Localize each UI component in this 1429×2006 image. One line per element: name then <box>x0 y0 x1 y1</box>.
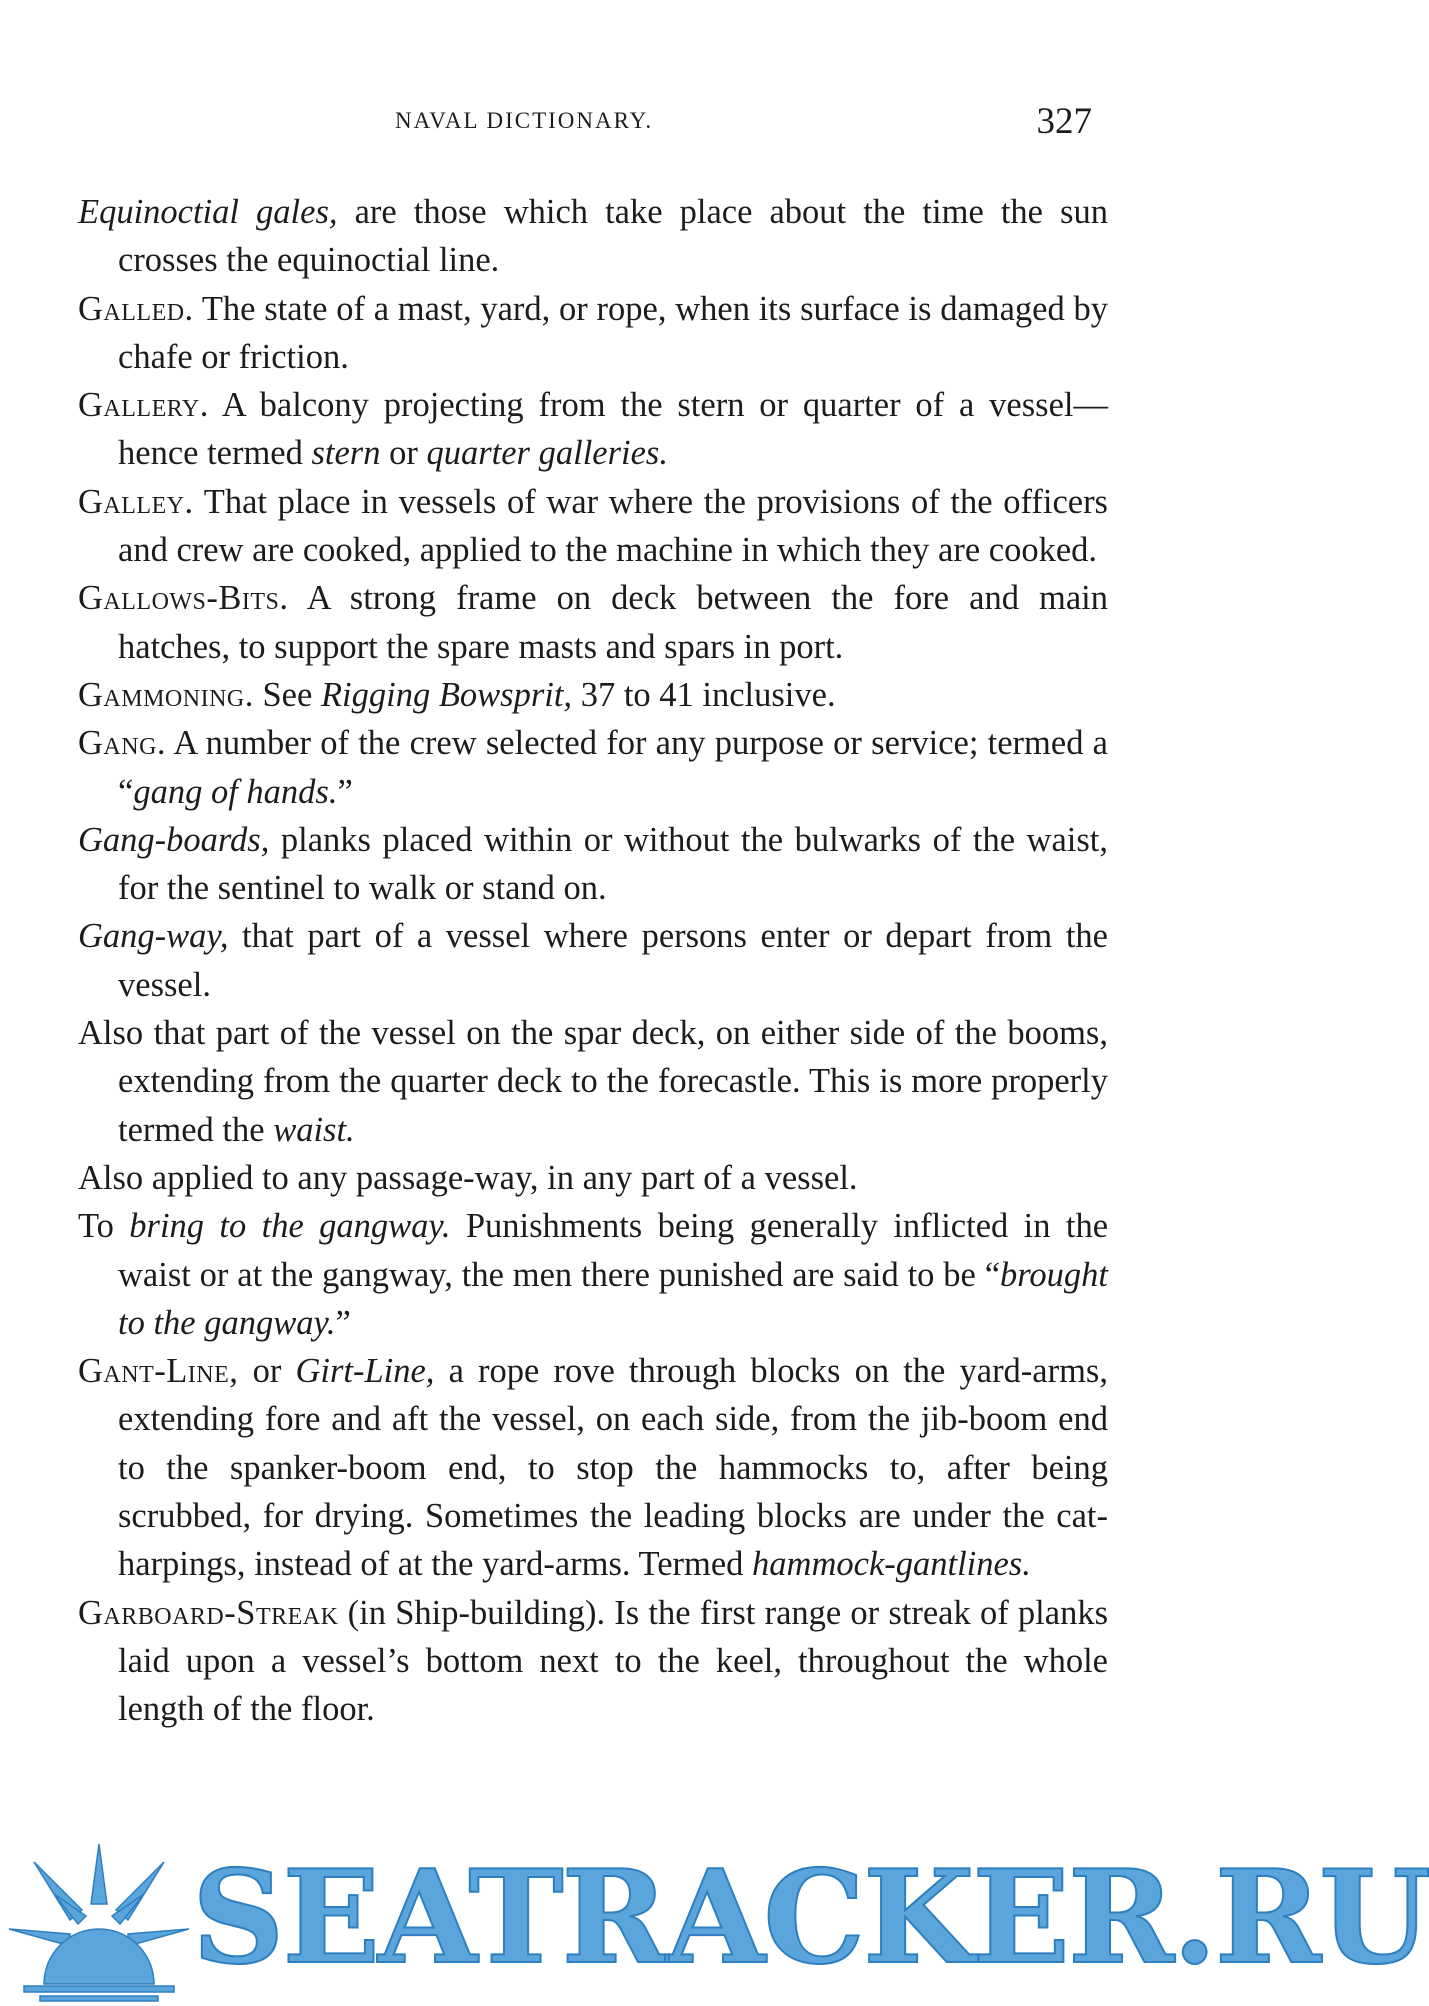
entry-italic-text: Gang-way, <box>78 917 229 956</box>
entry-headword: Gant-Line, <box>78 1352 239 1391</box>
entry-text: that part of a vessel where persons enter or depart from the vessel. <box>118 917 1108 1004</box>
entry-italic-text: bring to the gangway. <box>129 1207 451 1246</box>
dictionary-entry <box>78 1154 1108 1202</box>
entry-italic-text: hammock-gantlines. <box>752 1545 1031 1584</box>
entry-text: Punishments being generally inflicted in the waist or at the gangway, the men there punished are said to be “ <box>118 1207 1109 1294</box>
entry-headword: Gallows-Bits. <box>78 579 289 618</box>
entry-italic-text: waist. <box>273 1110 355 1149</box>
dictionary-entry <box>78 478 1108 575</box>
dictionary-entry <box>78 1589 1108 1734</box>
entry-headword: Garboard-Streak <box>78 1593 339 1632</box>
entry-text: or <box>238 1352 296 1391</box>
entry-headword: Gammoning. <box>78 675 254 714</box>
entry-text: (in Ship-building). Is the first range or streak of planks laid upon a vessel’s bottom next to the keel, throughout the whole length of the floor. <box>118 1593 1108 1729</box>
entry-text: planks placed within or without the bulwarks of the waist, for the sentinel to walk or stand on. <box>118 820 1108 908</box>
entry-text: a rope rove through blocks on the yard-arms, extending fore and aft the vessel, on each side, from the jib-boom end to the spanker-boom end, to stop the hammocks to, after being scrubbed, for drying. Sometimes the leading blocks are under the cat-harpings, instead of at the yard-arms. Termed <box>118 1352 1108 1584</box>
dictionary-entry <box>78 719 1108 816</box>
entry-text: are those which take place about the time the sun crosses the equinoctial line. <box>118 193 1108 280</box>
entry-text: Also applied to any passage-way, in any part of a vessel. <box>78 1158 858 1197</box>
sun-icon <box>4 1834 194 2004</box>
dictionary-entry <box>78 1009 1108 1154</box>
entry-text: See <box>253 675 321 714</box>
watermark-text: SEATRACKER.RU <box>192 1843 1429 1993</box>
dictionary-entry <box>78 574 1108 671</box>
running-title: NAVAL DICTIONARY. <box>395 108 654 133</box>
entry-italic-text: Rigging Bowsprit, <box>320 675 573 714</box>
entry-text: A number of the crew selected for any purpose or service; termed a “ <box>118 724 1108 811</box>
entry-headword: Gang. <box>78 724 167 763</box>
entry-italic-text: Gang-boards, <box>78 820 270 859</box>
entry-italic-text: brought to the gangway. <box>118 1255 1108 1342</box>
dictionary-entry <box>78 285 1108 382</box>
watermark <box>0 1830 1429 2006</box>
entry-text: ” <box>335 1303 351 1342</box>
dictionary-entry <box>78 381 1108 478</box>
entry-text: A balcony projecting from the stern or quarter of a vessel—hence termed <box>118 386 1108 473</box>
dictionary-entry <box>78 1347 1108 1588</box>
entry-text: A strong frame on deck between the fore and main hatches, to support the spare masts and spars in port. <box>118 579 1108 666</box>
entry-italic-text: Girt-Line, <box>295 1352 435 1391</box>
entry-italic-text: Equinoctial gales, <box>78 193 338 231</box>
dictionary-entry <box>78 671 1108 719</box>
dictionary-entry <box>78 912 1108 1009</box>
entry-text: ” <box>337 772 353 811</box>
page-number: 327 <box>1036 101 1092 142</box>
entry-text: That place in vessels of war where the provisions of the officers and crew are cooked, applied to the machine in which they are cooked. <box>118 482 1108 570</box>
entry-italic-text: stern <box>311 434 381 473</box>
dictionary-entry <box>78 1202 1108 1347</box>
entry-italic-text: quarter galleries. <box>426 434 668 473</box>
entry-text: To <box>78 1207 130 1246</box>
entry-headword: Galley. <box>78 482 194 521</box>
entry-text: Also that part of the vessel on the spar deck, on either side of the booms, extending from the quarter deck to the forecastle. This is more properly termed the <box>78 1014 1108 1149</box>
entry-text: 37 to 41 inclusive. <box>572 675 836 714</box>
dictionary-entry <box>78 188 1108 285</box>
entry-headword: Galled. <box>78 289 194 328</box>
entry-text: or <box>380 434 427 473</box>
entry-headword: Gallery. <box>78 386 209 425</box>
entry-italic-text: gang of hands. <box>133 772 338 811</box>
dictionary-entry <box>78 816 1108 913</box>
entry-text: The state of a mast, yard, or rope, when its surface is damaged by chafe or friction. <box>118 289 1108 376</box>
dictionary-entries <box>78 188 1108 1734</box>
